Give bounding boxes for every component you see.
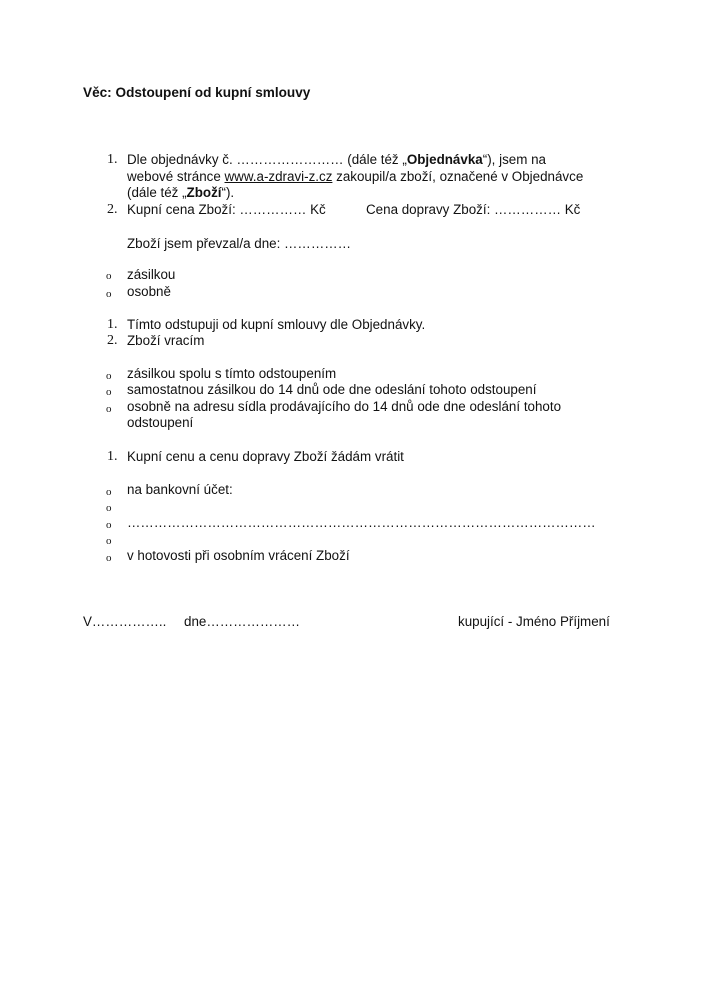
- order-text-end: “), jsem na: [482, 152, 546, 167]
- option-marker: o: [106, 403, 112, 415]
- shop-text: webové stránce: [127, 169, 225, 184]
- option-marker: o: [106, 535, 112, 547]
- return-option-personal-cont: odstoupení: [127, 415, 194, 430]
- goods-text: (dále též „: [127, 185, 187, 200]
- option-marker: o: [106, 386, 112, 398]
- return-statement: Zboží vracím: [127, 333, 205, 348]
- goods-text-end: “).: [221, 185, 235, 200]
- option-marker: o: [106, 270, 112, 282]
- list-number: 2.: [107, 202, 118, 217]
- option-marker: o: [106, 502, 112, 514]
- order-line-3: [127, 184, 234, 201]
- shop-link[interactable]: www.a-zdravi-z.cz: [224, 169, 333, 184]
- price-field: Kupní cena Zboží: …………… Kč: [127, 202, 326, 217]
- return-option-with-notice: zásilkou spolu s tímto odstoupením: [127, 366, 337, 381]
- option-marker: o: [106, 288, 112, 300]
- list-number: 2.: [107, 333, 118, 348]
- option-marker: o: [106, 519, 112, 531]
- list-number: 1.: [107, 317, 118, 332]
- signature-field: kupující - Jméno Příjmení: [458, 614, 610, 629]
- goods-term: Zboží: [186, 185, 222, 200]
- option-marker: o: [106, 552, 112, 564]
- option-delivery: zásilkou: [127, 267, 176, 282]
- order-line-2: [127, 168, 583, 185]
- shop-text-end: zakoupil/a zboží, označené v Objednávce: [332, 169, 584, 184]
- refund-bank-account: na bankovní účet:: [127, 482, 233, 497]
- date-field: dne…………………: [184, 614, 301, 629]
- order-text: Dle objednávky č. …………………… (dále též „: [127, 152, 407, 167]
- refund-request: Kupní cenu a cenu dopravy Zboží žádám vrátit: [127, 449, 404, 464]
- refund-cash: v hotovosti při osobním vrácení Zboží: [127, 548, 350, 563]
- order-line-1: [127, 151, 546, 168]
- place-field: V……………..: [83, 614, 167, 629]
- option-marker: o: [106, 370, 112, 382]
- withdrawal-statement: Tímto odstupuji od kupní smlouvy dle Objednávky.: [127, 317, 426, 332]
- option-marker: o: [106, 486, 112, 498]
- list-number: 1.: [107, 449, 118, 464]
- list-number: 1.: [107, 152, 118, 167]
- order-term: Objednávka: [406, 152, 483, 167]
- shipping-price-field: Cena dopravy Zboží: …………… Kč: [366, 202, 581, 217]
- bank-account-dotted-line: ……………………………………………………………………………………………: [127, 515, 596, 530]
- received-date-field: Zboží jsem převzal/a dne: ……………: [127, 236, 351, 251]
- document-title: Věc: Odstoupení od kupní smlouvy: [83, 85, 311, 100]
- option-personal: osobně: [127, 284, 171, 299]
- return-option-personal: osobně na adresu sídla prodávajícího do 14 dnů ode dne odeslání tohoto: [127, 399, 562, 414]
- return-option-separate: samostatnou zásilkou do 14 dnů ode dne odeslání tohoto odstoupení: [127, 382, 537, 397]
